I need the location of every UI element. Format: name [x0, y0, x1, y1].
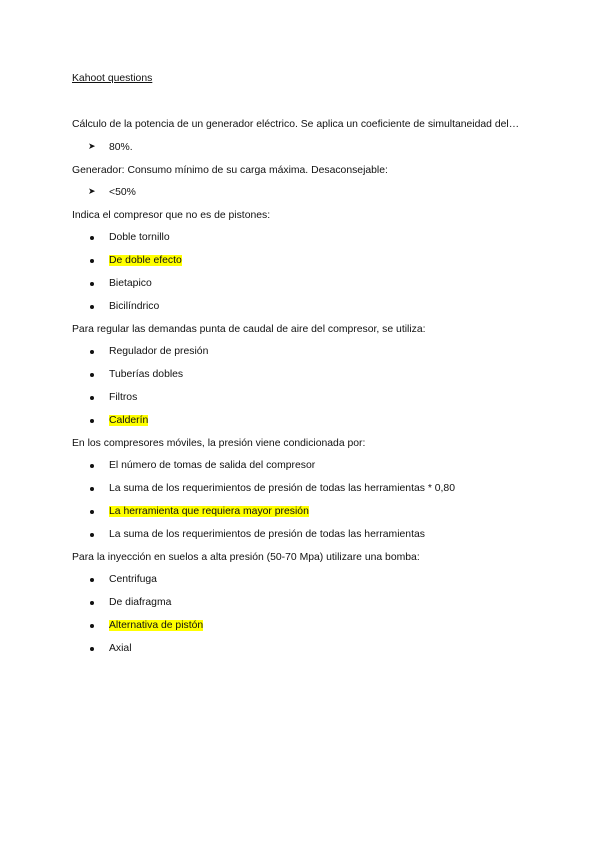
answer-item [72, 368, 532, 381]
answer-text: La suma de los requerimientos de presión de todas las herramientas [109, 529, 425, 540]
answer-item [72, 186, 532, 199]
answer-list [72, 186, 532, 199]
answer-item [72, 573, 532, 586]
answer-item [72, 141, 532, 154]
highlighted-answer [72, 505, 532, 518]
answer-text: De diafragma [109, 597, 172, 608]
answer-text: Bicilíndrico [109, 301, 160, 312]
answer-item [72, 528, 532, 541]
highlighted-answer [72, 619, 532, 632]
answer-item [72, 391, 532, 404]
answer-text: Regulador de presión [109, 346, 209, 357]
answer-list [72, 459, 532, 541]
answer-text: 80%. [109, 142, 133, 153]
highlight-mark [109, 620, 203, 631]
question-text: Generador: Consumo mínimo de su carga máxima. Desaconsejable: [72, 165, 388, 176]
answer-text: La suma de los requerimientos de presión de todas las herramientas * 0,80 [109, 483, 455, 494]
answer-text: Doble tornillo [109, 232, 170, 243]
highlighted-answer [72, 254, 532, 267]
question-text: Indica el compresor que no es de pistones: [72, 210, 271, 221]
highlighted-answer [72, 414, 532, 427]
answer-item [72, 459, 532, 472]
question-list [72, 118, 532, 655]
document-title: Kahoot questions [72, 73, 153, 84]
answer-text: De doble efecto [109, 255, 182, 266]
answer-list [72, 573, 532, 655]
answer-text: <50% [109, 187, 136, 198]
answer-list [72, 141, 532, 154]
answer-list [72, 231, 532, 313]
answer-item [72, 345, 532, 358]
highlight-mark [109, 506, 309, 517]
answer-item [72, 231, 532, 244]
answer-text: Bietapico [109, 278, 152, 289]
question-text: Cálculo de la potencia de un generador eléctrico. Se aplica un coeficiente de simultaneidad del… [72, 119, 520, 130]
answer-item [72, 642, 532, 655]
answer-text: El número de tomas de salida del compresor [109, 460, 316, 471]
answer-text: Calderín [109, 415, 149, 426]
answer-item [72, 277, 532, 290]
answer-item [72, 482, 532, 495]
answer-item [72, 596, 532, 609]
document-body [72, 72, 532, 665]
question-text: En los compresores móviles, la presión viene condicionada por: [72, 438, 366, 449]
highlight-mark [109, 415, 148, 426]
answer-text: Alternativa de pistón [109, 620, 204, 631]
question-text: Para regular las demandas punta de caudal de aire del compresor, se utiliza: [72, 324, 426, 335]
answer-text: La herramienta que requiera mayor presión [109, 506, 309, 517]
answer-item [72, 300, 532, 313]
answer-text: Centrifuga [109, 574, 157, 585]
answer-list [72, 345, 532, 427]
highlight-mark [109, 255, 182, 266]
answer-text: Filtros [109, 392, 138, 403]
question-text: Para la inyección en suelos a alta presión (50-70 Mpa) utilizare una bomba: [72, 552, 420, 563]
answer-text: Tuberías dobles [109, 369, 184, 380]
answer-text: Axial [109, 643, 132, 654]
